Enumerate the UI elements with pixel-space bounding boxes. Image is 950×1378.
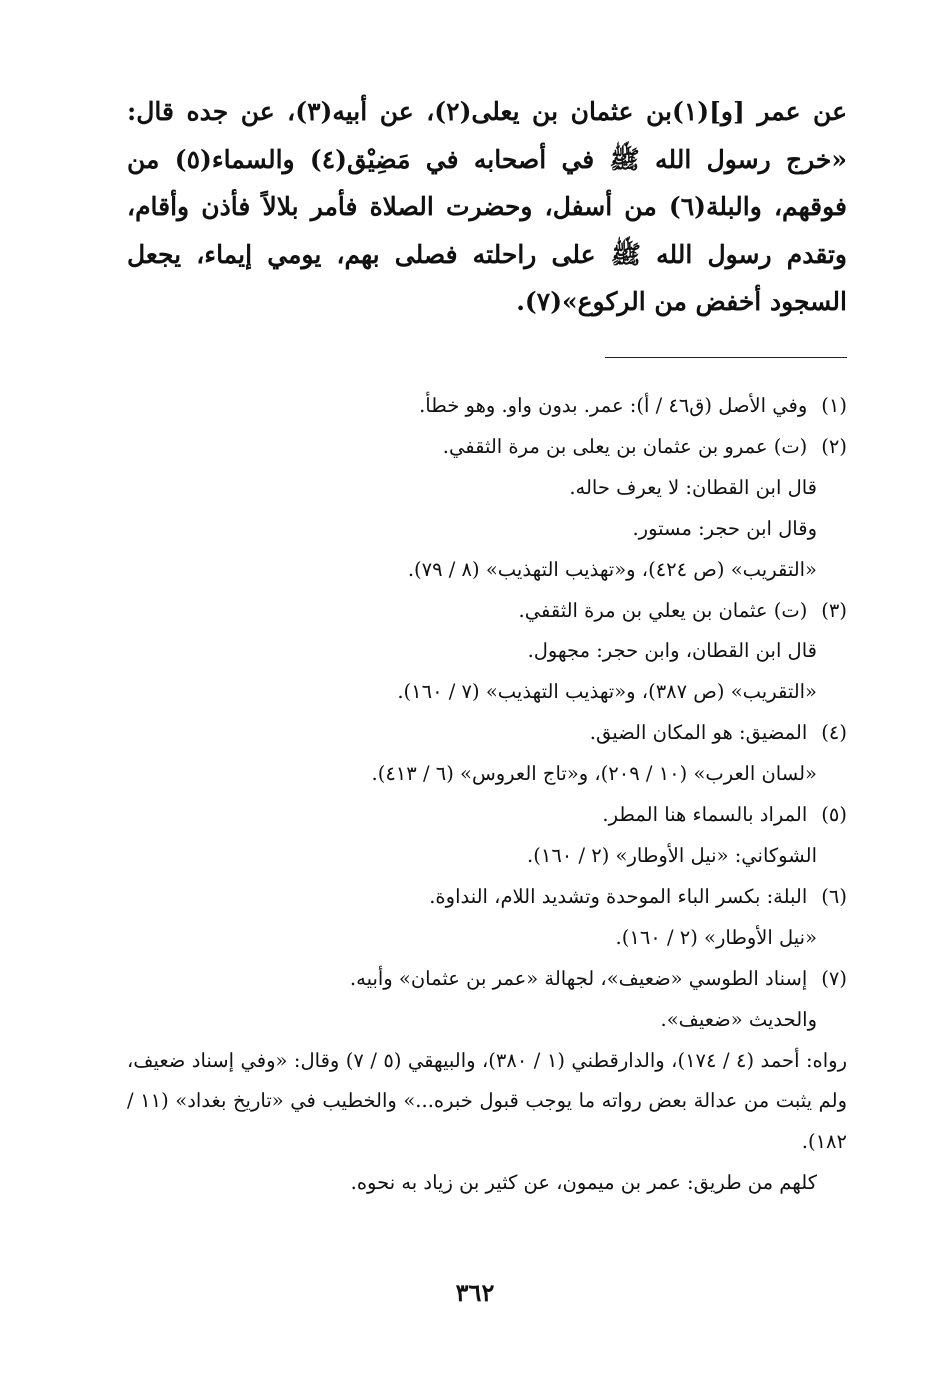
footnote-number: (١): [821, 394, 847, 417]
footnote-text: البلة: بكسر الباء الموحدة وتشديد اللام، النداوة.: [429, 884, 808, 908]
footnote-6: [127, 877, 847, 918]
footnote-text: رواه: أحمد (٤ / ١٧٤)، والدارقطني (١ / ٣٨٠)، والبيهقي (٥ / ٧) وقال: «وفي إسناد ضعيف، ولم يثبت من عدالة بعض رواته ما يوجب قبول خبره...» والخطيب في «تاريخ بغداد» (١١ / ١٨٢).: [127, 1048, 847, 1154]
footnote-text: قال ابن القطان، وابن حجر: مجهول.: [527, 639, 817, 663]
footnote-3-line: [127, 672, 847, 713]
footnote-text: قال ابن القطان: لا يعرف حاله.: [569, 475, 817, 499]
footnotes-section: [127, 386, 847, 1204]
footnote-text: الشوكاني: «نيل الأوطار» (٢ / ١٦٠).: [527, 843, 817, 867]
footnote-7-line: [127, 1163, 847, 1204]
footnote-2-line: [127, 550, 847, 591]
footnote-text: (ت) عمرو بن عثمان بن يعلى بن مرة الثقفي.: [442, 434, 808, 458]
footnote-2: [127, 427, 847, 468]
footnote-text: المراد بالسماء هنا المطر.: [602, 803, 808, 827]
footnote-2-line: [127, 468, 847, 509]
footnote-7-line: [127, 1000, 847, 1041]
footnote-text: وفي الأصل (ق٤٦ / أ): عمر. بدون واو. وهو خطأ.: [419, 394, 808, 417]
footnote-3-line: [127, 631, 847, 672]
footnote-3: [127, 591, 847, 632]
footnote-2-line: [127, 509, 847, 550]
footnote-number: (٤): [821, 721, 847, 745]
footnote-text: «التقريب» (ص ٤٢٤)، و«تهذيب التهذيب» (٨ / ٧٩).: [407, 557, 817, 581]
footnote-5: [127, 795, 847, 836]
footnote-text: المضيق: هو المكان الضيق.: [589, 721, 808, 745]
footnote-1: [127, 386, 847, 427]
footnote-text: «نيل الأوطار» (٢ / ١٦٠).: [615, 925, 817, 949]
footnote-7-sources: [127, 1041, 847, 1164]
footnote-4-line: [127, 754, 847, 795]
hadith-text: [127, 88, 847, 326]
footnote-4: [127, 713, 847, 754]
footnote-number: (٧): [821, 966, 847, 990]
footnote-7: [127, 959, 847, 1000]
footnote-text: كلهم من طريق: عمر بن ميمون، عن كثير بن زياد به نحوه.: [350, 1171, 817, 1195]
footnote-text: (ت) عثمان بن يعلي بن مرة الثقفي.: [518, 598, 808, 622]
footnote-6-line: [127, 918, 847, 959]
footnote-number: (٥): [821, 803, 847, 827]
footnote-number: (٢): [821, 434, 847, 458]
page-number: ٣٦٢: [455, 1278, 495, 1307]
footnote-text: «لسان العرب» (١٠ / ٢٠٩)، و«تاج العروس» (٦ / ٤١٣).: [371, 762, 817, 786]
hadith-paragraph: عن عمر [و](١)بن عثمان بن يعلى(٢)، عن أبيه(٣)، عن جده قال: «خرج رسول الله ﷺ في أصحابه في مَضِيْق(٤) والسماء(٥) من فوقهم، والبلة(٦) من أسفل، وحضرت الصلاة فأمر بلالاً فأذن وأقام، وتقدم رسول الله ﷺ على راحلته فصلى بهم، يومي إيماء، يجعل السجود أخفض من الركوع»(٧).: [127, 97, 848, 316]
footnote-text: والحديث «ضعيف».: [660, 1007, 817, 1031]
footnote-separator: [605, 357, 847, 358]
footnote-text: «التقريب» (ص ٣٨٧)، و«تهذيب التهذيب» (٧ / ١٦٠).: [397, 680, 817, 704]
footnote-number: (٦): [821, 884, 847, 908]
footnote-number: (٣): [821, 598, 847, 622]
footnote-5-line: [127, 836, 847, 877]
footnote-text: إسناد الطوسي «ضعيف»، لجهالة «عمر بن عثمان» وأبيه.: [349, 966, 808, 990]
footnote-text: وقال ابن حجر: مستور.: [632, 516, 817, 540]
